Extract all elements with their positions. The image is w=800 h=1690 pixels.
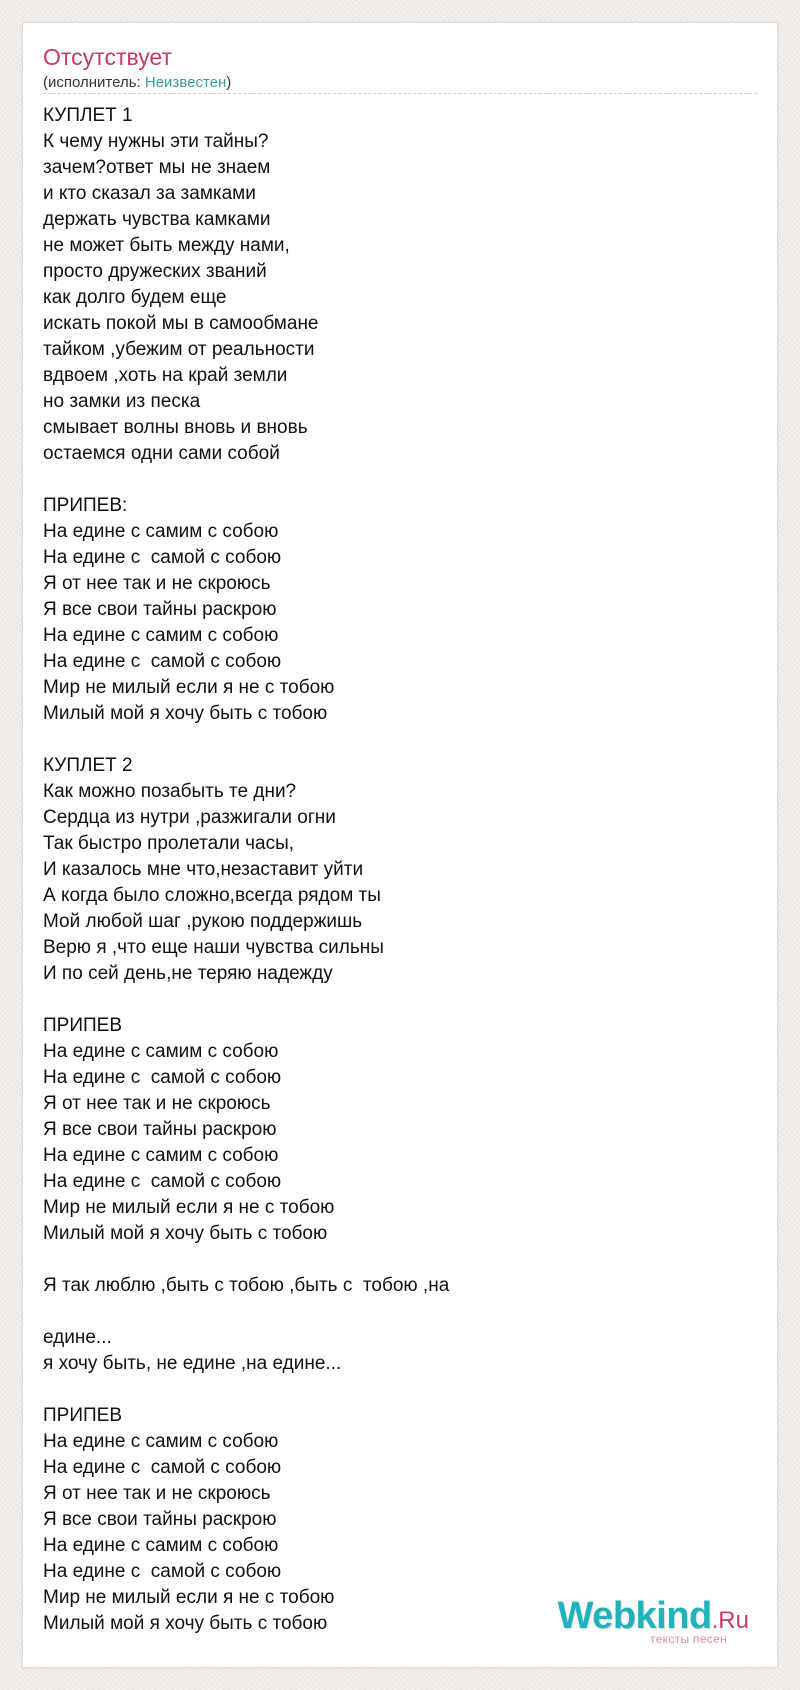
logo-wordmark xyxy=(558,1597,750,1635)
logo-tagline: тексты песен xyxy=(650,1632,727,1646)
artist-link[interactable]: Неизвестен xyxy=(144,74,227,91)
lyrics-text: КУПЛЕТ 1 К чему нужны эти тайны? зачем?ответ мы не знаем и кто сказал за замками держать чувства камками не может быть между нами, просто дружеских званий как долго будем еще искать покой мы в самообмане тайком ,убежим от реальности вдвоем ,хоть на край земли но замки из песка смывает волны вновь и вновь остаемся одни сами собой ПРИПЕВ: На едине с самим с собою На едине с самой с собою Я от нее так и не скроюсь Я все свои тайны раскрою На едине с самим с собою На едине с самой с собою Мир не милый если я не с тобою Милый мой я хочу быть с тобою КУПЛЕТ 2 Как можно позабыть те дни? Сердца из нутри ,разжигали огни Так быстро пролетали часы, И казалось мне что,незаставит уйти А когда было сложно,всегда рядом ты Мой любой шаг ,рукою поддержишь Верю я ,что еще наши чувства сильны И по сей день,не теряю надежду ПРИПЕВ На едине с самим с собою На едине с самой с собою Я от нее так и не скроюсь Я все свои тайны раскрою На едине с самим с собою На едине с самой с собою Мир не милый если я не с тобою Милый мой я хочу быть с тобою Я так люблю ,быть с тобою ,быть с тобою ,на едине... я хочу быть, не едине ,на едине... ПРИПЕВ На едине с самим с собою На едине с самой с собою Я от нее так и не скроюсь Я все свои тайны раскрою На едине с самим с собою На едине с самой с собою Мир не милый если я не с тобою Милый мой я хочу быть с тобою xyxy=(43,105,450,1634)
lyrics-card xyxy=(22,22,778,1668)
song-title: Отсутствует xyxy=(43,44,172,70)
logo-tld: .Ru xyxy=(711,1607,749,1634)
site-logo[interactable] xyxy=(558,1597,750,1645)
logo-main: Webkind xyxy=(557,1595,712,1637)
artist-suffix: ) xyxy=(226,74,232,91)
header-divider xyxy=(43,93,757,94)
artist-prefix: (исполнитель: xyxy=(43,74,145,91)
song-header xyxy=(43,43,757,93)
artist-line xyxy=(43,73,757,93)
